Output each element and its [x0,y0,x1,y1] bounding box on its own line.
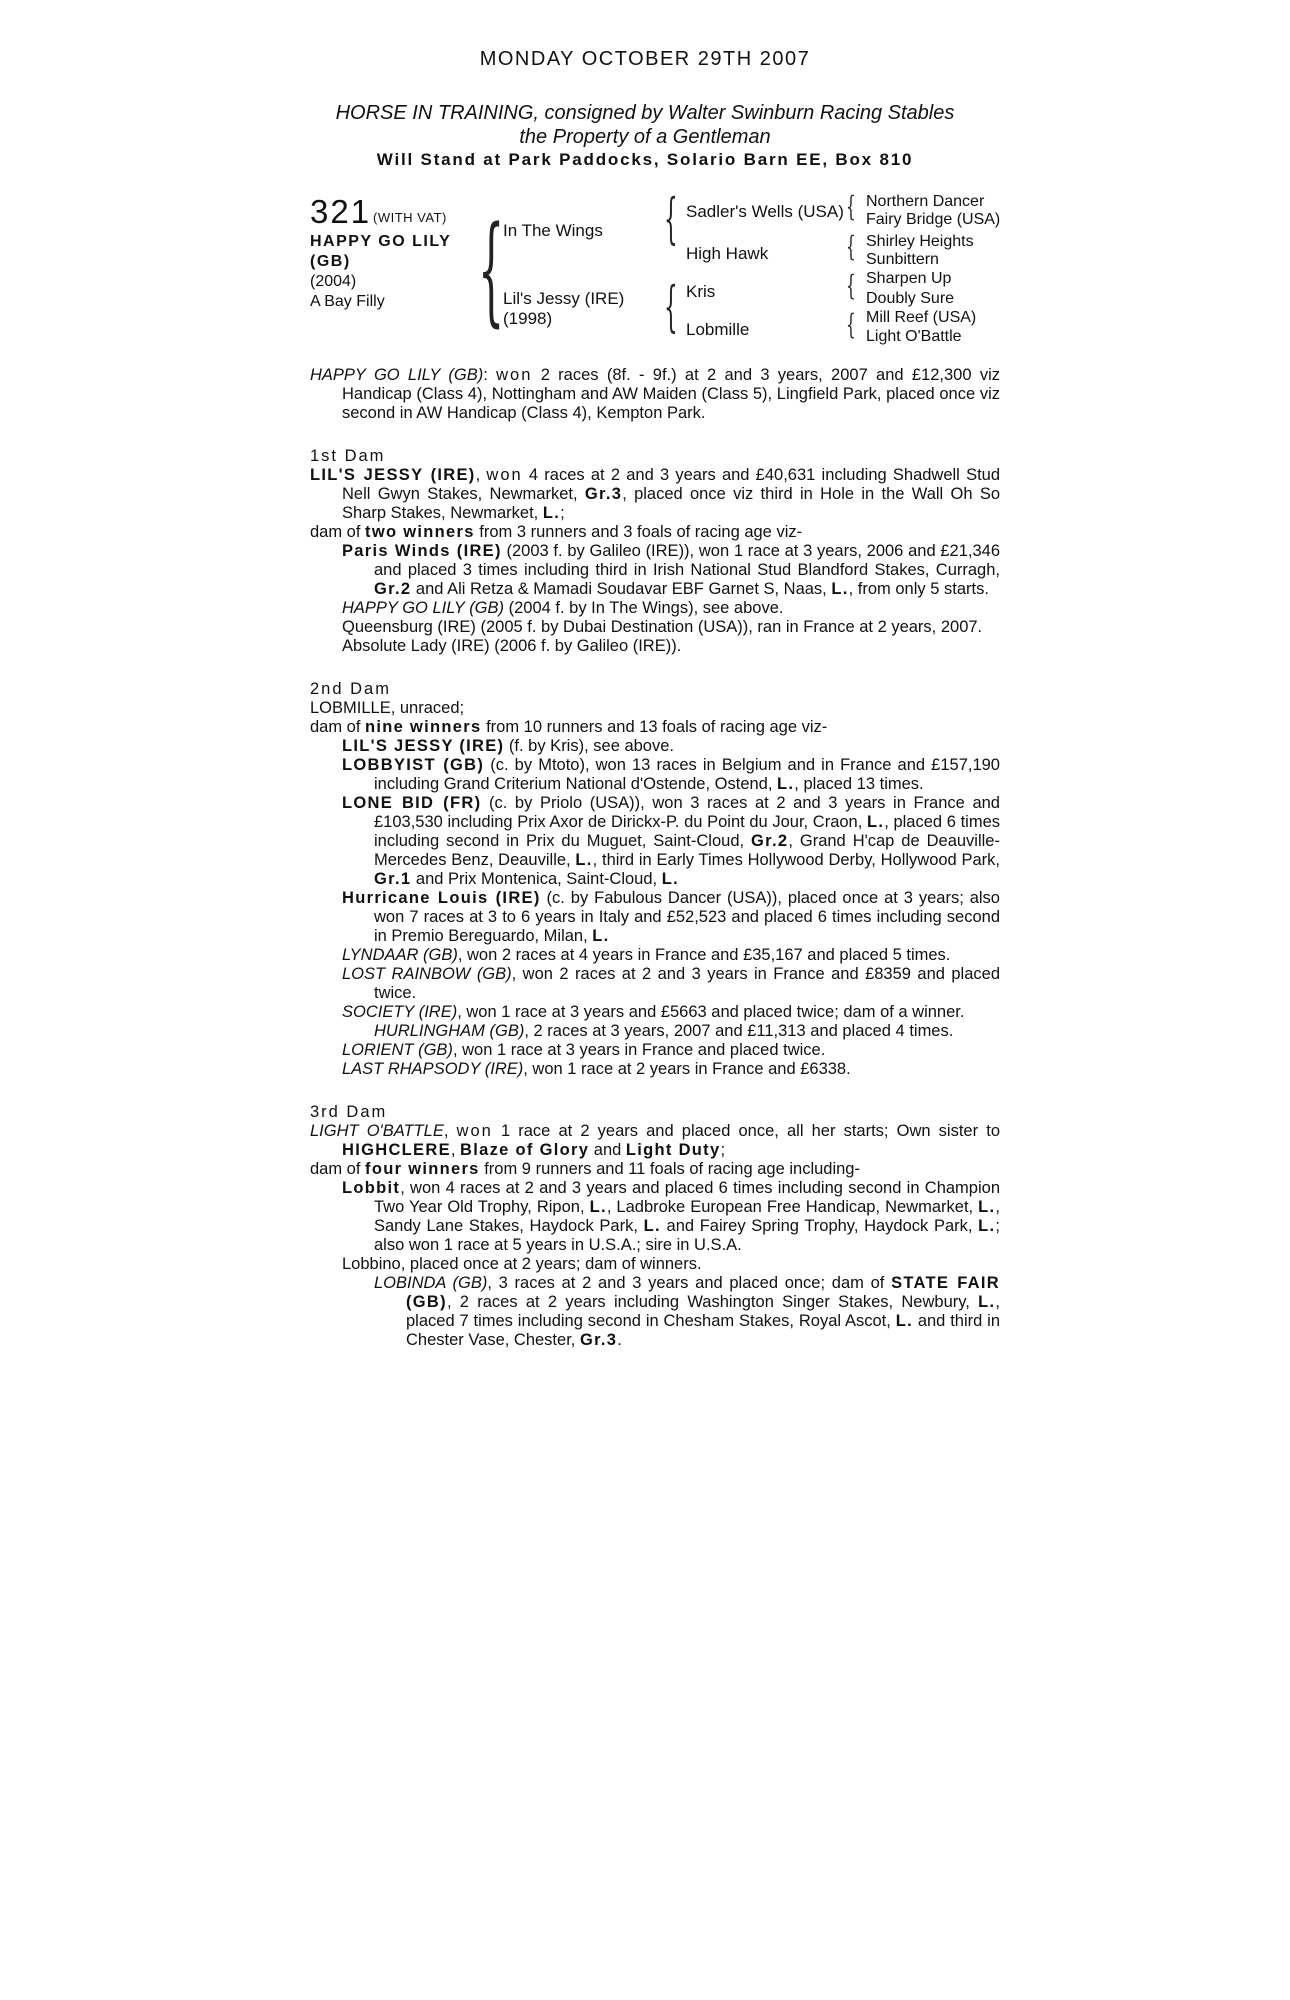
vat-note: (WITH VAT) [373,210,447,225]
first-dam-offspring-4: Absolute Lady (IRE) (2006 f. by Galileo (IRE)). [342,637,682,655]
catalogue-body [310,366,1000,1350]
pedigree-dam-year: (1998) [503,309,553,328]
consignor-line: HORSE IN TRAINING, consigned by Walter Swinburn Racing Stables [335,102,955,124]
location-line: Will Stand at Park Paddocks, Solario Barn EE, Box 810 [376,150,914,169]
second-dam-offspring-2: LOBBYIST (GB) (c. by Mtoto), won 13 races in Belgium and in France and £157,190 including Grand Criterium National d'Ostende, Ostend, L., placed 13 times. [342,756,1000,793]
horse-name: HAPPY GO LILY [310,233,452,250]
second-dam-offspring-4: Hurricane Louis (IRE) (c. by Fabulous Dancer (USA)), placed once at 3 years; also won 7 races at 3 to 6 years in Italy and £52,523 and placed 6 times including second in Premio Bereguardo, Milan, L. [342,889,1000,945]
third-dam-produce-summary: dam of four winners from 9 runners and 11 foals of racing age including- [310,1160,860,1178]
summary-horse-name: HAPPY GO LILY (GB) [310,366,484,384]
pedigree-dam: Lil's Jessy (IRE) [503,289,625,308]
pedigree-dam-dam: Lobmille [686,320,750,339]
pedigree-ddd: Light O'Battle [866,328,962,345]
first-dam-offspring-3: Queensburg (IRE) (2005 f. by Dubai Destination (USA)), ran in France at 2 years, 2007. [342,618,983,636]
second-dam-offspring-8: LORIENT (GB), won 1 race at 3 years in France and placed twice. [342,1041,826,1059]
third-dam-record: LIGHT O'BATTLE, won 1 race at 2 years and placed once, all her starts; Own sister to HIGHCLERE, Blaze of Glory and Light Duty; [310,1122,1000,1159]
pedigree-sds: Shirley Heights [866,233,974,250]
pedigree-sire-dam: High Hawk [686,244,769,263]
horse-identity [310,232,451,312]
first-dam-offspring-2: HAPPY GO LILY (GB) (2004 f. by In The Wings), see above. [342,599,784,617]
pedigree-dss: Sharpen Up [866,270,952,287]
pedigree-ssd: Fairy Bridge (USA) [866,211,1001,228]
second-dam-offspring-7: SOCIETY (IRE), won 1 race at 3 years and £5663 and placed twice; dam of a winner. [342,1003,965,1021]
brace-sire-line: { [664,187,678,250]
pedigree-sire: In The Wings [503,221,603,240]
lot-number: 321 [310,193,372,230]
pedigree-sire-sire: Sadler's Wells (USA) [686,202,844,221]
brace-generation-1: { [478,200,505,338]
pedigree-sss: Northern Dancer [866,193,985,210]
third-dam-title: 3rd Dam [310,1103,388,1121]
horse-year: (2004) [310,273,357,290]
third-dam-offspring-2: Lobbino, placed once at 2 years; dam of winners. [342,1255,702,1273]
brace-sd-line: { [846,230,856,263]
third-dam-offspring-1: Lobbit, won 4 races at 2 and 3 years and placed 6 times including second in Champion Two Year Old Trophy, Ripon, L., Ladbroke European Free Handicap, Newmarket, L., Sandy Lane Stakes, Haydock Park, L. and Fairey Spring Trophy, Haydock Park, L.; also won 1 race at 5 years in U.S.A.; sire in U.S.A. [342,1179,1000,1254]
first-dam-record: LIL'S JESSY (IRE), won 4 races at 2 and 3 years and £40,631 including Shadwell Stud Nell Gwyn Stakes, Newmarket, Gr.3, placed once viz third in Hole in the Wall Oh So Sharp Stakes, Newmarket, L.; [310,466,1001,522]
sale-date: MONDAY OCTOBER 29TH 2007 [479,48,811,70]
first-dam-offspring-1: Paris Winds (IRE) (2003 f. by Galileo (IRE)), won 1 race at 3 years, 2006 and £21,346 and placed 3 times including third in Irish National Stud Blandford Stakes, Curragh, Gr.2 and Ali Retza & Mamadi Soudavar EBF Garnet S, Naas, L., from only 5 starts. [342,542,1000,598]
second-dam-produce-summary: dam of nine winners from 10 runners and 13 foals of racing age viz- [310,718,828,736]
second-dam-title: 2nd Dam [310,680,391,698]
second-dam-offspring-9: LAST RHAPSODY (IRE), won 1 race at 2 years in France and £6338. [342,1060,851,1078]
pedigree-dsd: Doubly Sure [866,290,955,307]
second-dam-offspring-3: LONE BID (FR) (c. by Priolo (USA)), won 3 races at 2 and 3 years in France and £103,530 including Prix Axor de Dirickx-P. du Point du Jour, Craon, L., placed 6 times including second in Prix du Muguet, Saint-Cloud, Gr.2, Grand H'cap de Deauville-Mercedes Benz, Deauville, L., third in Early Times Hollywood Derby, Hollywood Park, Gr.1 and Prix Montenica, Saint-Cloud, L. [342,794,1000,888]
first-dam-title: 1st Dam [310,447,386,465]
brace-ss-line: { [846,190,856,223]
brace-dd-line: { [846,308,856,341]
third-dam-grand-offspring: LOBINDA (GB), 3 races at 2 and 3 years and placed once; dam of STATE FAIR (GB), 2 races at 2 years including Washington Singer Stakes, Newbury, L., placed 7 times including second in Chesham Stakes, Royal Ascot, L. and third in Chester Vase, Chester, Gr.3. [374,1274,1000,1349]
first-dam-produce-summary: dam of two winners from 3 runners and 3 foals of racing age viz- [310,523,803,541]
pedigree-dam-sire: Kris [686,282,716,301]
second-dam-name: LOBMILLE, unraced; [310,699,465,717]
horse-description: A Bay Filly [310,293,385,310]
second-dam-offspring-6: LOST RAINBOW (GB), won 2 races at 2 and 3 years in France and £8359 and placed twice. [342,965,1000,1002]
property-line: the Property of a Gentleman [519,126,771,148]
pedigree-dds: Mill Reef (USA) [866,309,977,326]
horse-country: (GB) [310,253,351,270]
summary-paragraph: HAPPY GO LILY (GB): won 2 races (8f. - 9f.) at 2 and 3 years, 2007 and £12,300 viz Handicap (Class 4), Nottingham and AW Maiden (Class 5), Lingfield Park, placed once viz second in AW Handicap (Class 4), Kempton Park. [310,366,1001,422]
second-dam-grand-offspring: HURLINGHAM (GB), 2 races at 3 years, 2007 and £11,313 and placed 4 times. [374,1022,954,1040]
brace-ds-line: { [846,269,856,302]
brace-dam-line: { [664,275,678,338]
second-dam-offspring-5: LYNDAAR (GB), won 2 races at 4 years in France and £35,167 and placed 5 times. [342,946,951,964]
second-dam-offspring-1: LIL'S JESSY (IRE) (f. by Kris), see above. [342,737,674,755]
pedigree-sdd: Sunbittern [866,251,939,268]
